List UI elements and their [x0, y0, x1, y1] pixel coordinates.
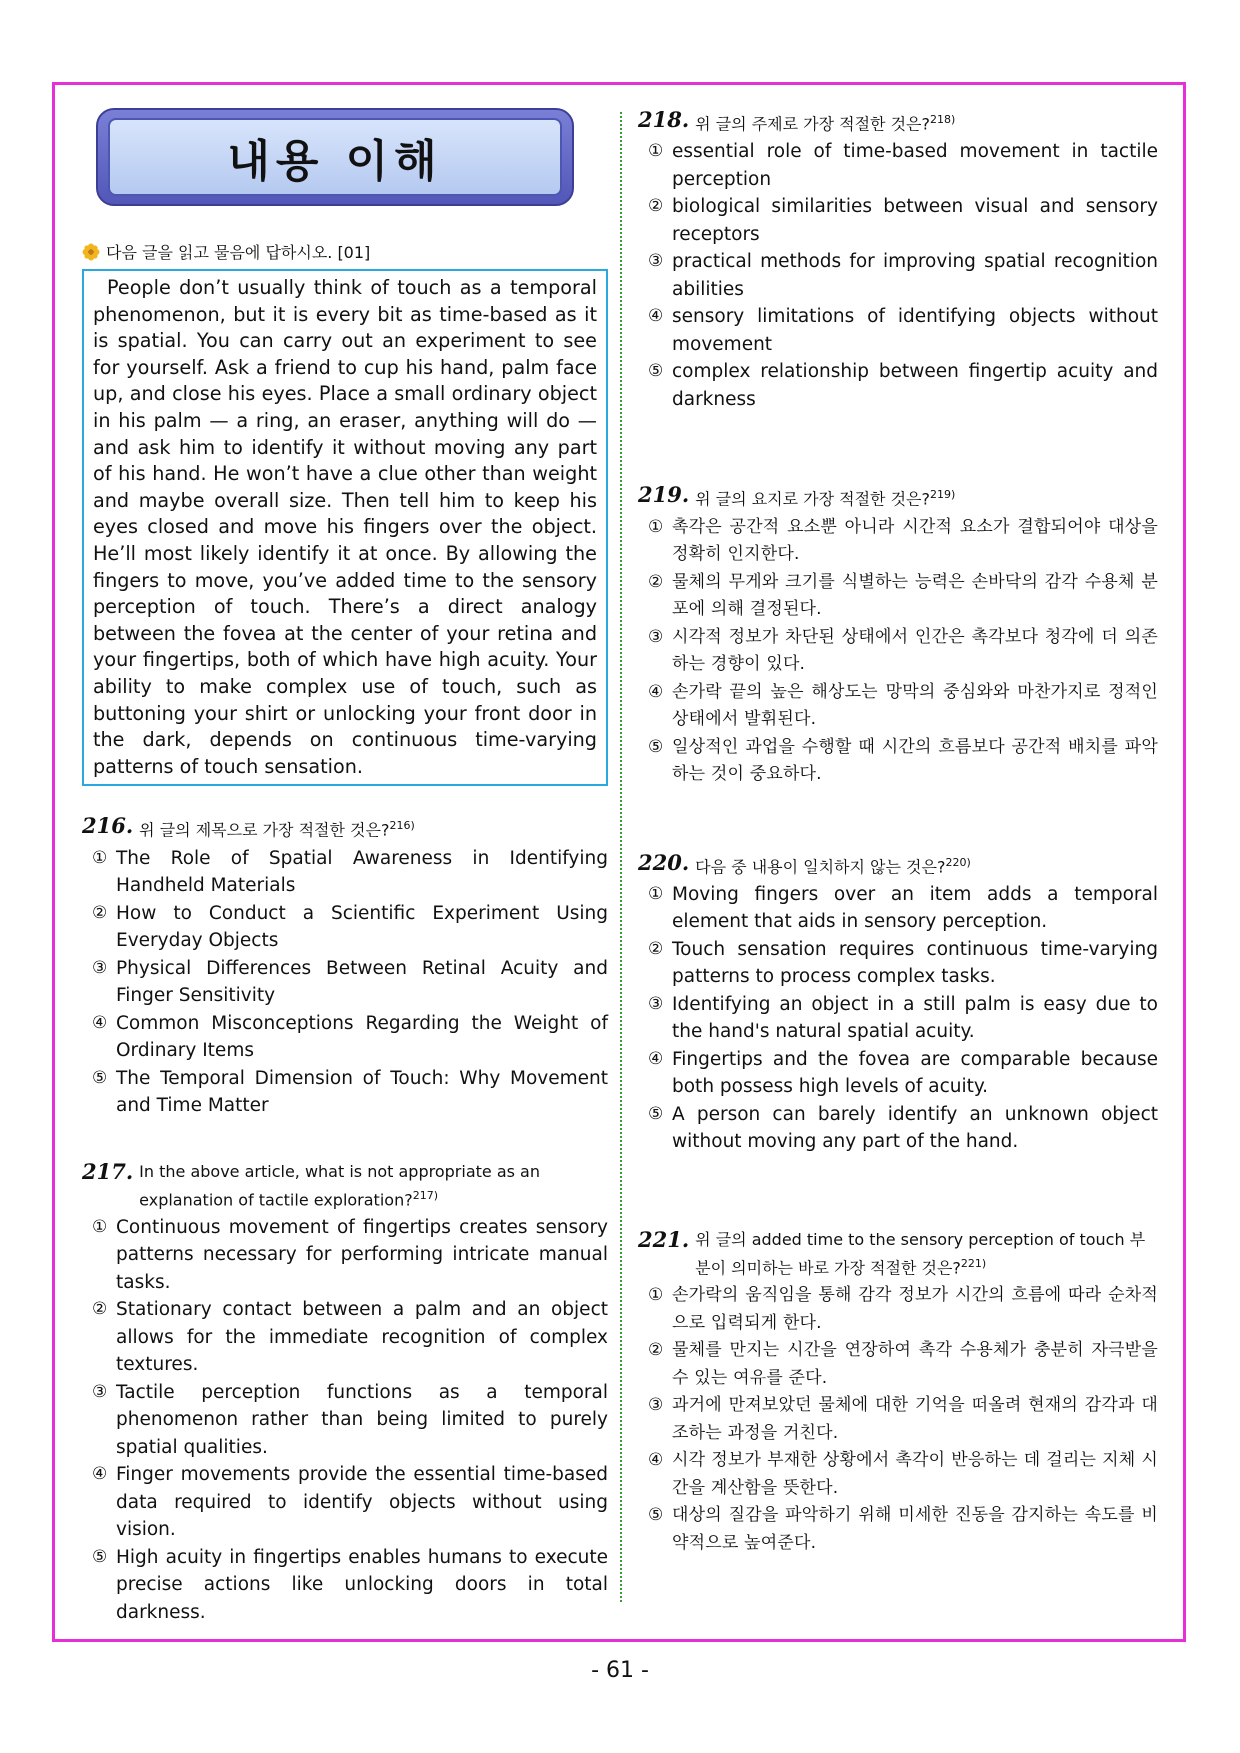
option-1[interactable]: ① Moving fingers over an item adds a temporal element that aids in sensory perception.: [648, 883, 1158, 933]
passage-text: People don’t usually think of touch as a temporal phenomenon, but it is every bit as time-based as it is spatial. You can carry out an experiment to see for yourself. Ask a friend to cup his hand, palm face up, and close his eyes. Place a small ordinary object in his palm — a ring, an eraser, anything will do — and ask him to identify it without moving any part of his hand. He won’t have a clue other than weight and maybe overall size. Then tell him to keep his eyes closed and move his fingers over the object. He’ll most likely identify it at once. By allowing the fingers to move, you’ve added time to the sensory perception of touch. There’s a direct analogy between the fovea at the center of your retina and your fingertips, both of which have high acuity. Your ability to make complex use of touch, such as buttoning your shirt or unlocking your front door in the dark, depends on continuous time-varying patterns of touch sensation.: [93, 276, 597, 778]
option-3[interactable]: ③ Physical Differences Between Retinal Acuity and Finger Sensitivity: [92, 957, 608, 1007]
option-list: [638, 138, 1158, 413]
question-218: [638, 108, 1158, 413]
footnote-ref: 216): [389, 819, 415, 833]
option-4[interactable]: ④ 손가락 끝의 높은 해상도는 망막의 중심와와 마찬가지로 정적인 상태에서 발휘된다.: [648, 681, 1158, 730]
right-column: [638, 108, 1158, 1557]
page-number: - 61 -: [591, 1658, 649, 1683]
question-220: [638, 851, 1158, 1156]
option-2[interactable]: ② How to Conduct a Scientific Experiment Using Everyday Objects: [92, 902, 608, 952]
question-number: 216.: [82, 813, 134, 839]
title-banner: [96, 108, 574, 206]
footnote-ref: 220): [945, 855, 971, 869]
title-banner-inner: [108, 118, 562, 196]
question-221: [638, 1228, 1158, 1557]
option-list: [82, 845, 608, 1120]
question-text: 위 글의 제목으로 가장 적절한 것은?$^{216)}$: [139, 819, 415, 840]
option-3[interactable]: ③ practical methods for improving spatial recognition abilities: [648, 251, 1158, 300]
reading-passage: [82, 269, 608, 786]
question-header: [638, 108, 1158, 136]
section-title: 내용 이해: [227, 136, 443, 187]
question-text: 위 글의 주제로 가장 적절한 것은?$^{218)}$: [695, 113, 956, 134]
question-header: [638, 483, 1158, 511]
question-text: In the above article, what is not appropriate as an explanation of tactile exploration?$^{217)}$: [139, 1161, 540, 1209]
option-5[interactable]: ⑤ A person can barely identify an unknown object without moving any part of the hand.: [648, 1103, 1158, 1153]
option-4[interactable]: ④ Finger movements provide the essential time-based data required to identify objects without using vision.: [92, 1464, 608, 1541]
question-217: [82, 1160, 608, 1627]
option-3[interactable]: ③ Tactile perception functions as a temporal phenomenon rather than being limited to purely spatial qualities.: [92, 1381, 608, 1458]
question-header: [82, 814, 608, 842]
question-number: 218.: [638, 107, 690, 132]
option-3[interactable]: ③ Identifying an object in a still palm is easy due to the hand's natural spatial acuity.: [648, 993, 1158, 1043]
option-2[interactable]: ② Touch sensation requires continuous time-varying patterns to process complex tasks.: [648, 938, 1158, 988]
option-4[interactable]: ④ Fingertips and the fovea are comparable because both possess high levels of acuity.: [648, 1048, 1158, 1098]
option-1[interactable]: ① The Role of Spatial Awareness in Identifying Handheld Materials: [92, 847, 608, 897]
option-5[interactable]: ⑤ 대상의 질감을 파악하기 위해 미세한 진동을 감지하는 속도를 비약적으로 높여준다.: [648, 1505, 1158, 1553]
footnote-ref: 221): [960, 1256, 987, 1270]
option-5[interactable]: ⑤ The Temporal Dimension of Touch: Why Movement and Time Matter: [92, 1067, 608, 1117]
option-list: [82, 1214, 608, 1627]
instruction-line: [82, 240, 608, 263]
option-1[interactable]: ① 손가락의 움직임을 통해 감각 정보가 시간의 흐름에 따라 순차적으로 입력되게 한다.: [648, 1285, 1158, 1333]
footnote-ref: 218): [930, 113, 956, 126]
left-column: [82, 108, 608, 1626]
column-divider: [620, 112, 622, 1602]
option-5[interactable]: ⑤ High acuity in fingertips enables humans to execute precise actions like unlocking doors in total darkness.: [92, 1546, 608, 1623]
flower-icon: [82, 243, 100, 261]
footnote-ref: 219): [930, 488, 956, 502]
option-1[interactable]: ① Continuous movement of fingertips creates sensory patterns necessary for performing intricate manual tasks.: [92, 1216, 608, 1293]
question-number: 221.: [638, 1226, 690, 1252]
option-2[interactable]: ② 물체를 만지는 시간을 연장하여 촉각 수용체가 충분히 자극받을 수 있는 여유를 준다.: [648, 1340, 1158, 1388]
option-3[interactable]: ③ 과거에 만져보았던 물체에 대한 기억을 떠올려 현재의 감각과 대조하는 과정을 거친다.: [648, 1395, 1158, 1443]
option-1[interactable]: ① essential role of time-based movement in tactile perception: [648, 141, 1158, 190]
question-text: 위 글의 added time to the sensory perception of touch 부분이 의미하는 바로 가장 적절한 것은?$^{221)}$: [695, 1229, 1146, 1278]
question-header: [638, 1228, 1158, 1280]
option-4[interactable]: ④ sensory limitations of identifying objects without movement: [648, 306, 1158, 355]
question-216: [82, 814, 608, 1119]
question-number: 217.: [82, 1158, 134, 1184]
option-5[interactable]: ⑤ 일상적인 과업을 수행할 때 시간의 흐름보다 공간적 배치를 파악하는 것이 중요하다.: [648, 736, 1158, 785]
option-list: [638, 514, 1158, 789]
option-2[interactable]: ② Stationary contact between a palm and an object allows for the immediate recognition of complex textures.: [92, 1299, 608, 1376]
option-5[interactable]: ⑤ complex relationship between fingertip acuity and darkness: [648, 361, 1158, 410]
option-1[interactable]: ① 촉각은 공간적 요소뿐 아니라 시간적 요소가 결합되어야 대상을 정확히 인지한다.: [648, 516, 1158, 565]
option-list: [638, 1282, 1158, 1557]
question-number: 220.: [638, 849, 690, 875]
question-header: [638, 851, 1158, 879]
question-text: 다음 중 내용이 일치하지 않는 것은?$^{220)}$: [695, 855, 971, 876]
option-3[interactable]: ③ 시각적 정보가 차단된 상태에서 인간은 촉각보다 청각에 더 의존하는 경향이 있다.: [648, 626, 1158, 675]
question-text: 위 글의 요지로 가장 적절한 것은?$^{219)}$: [695, 488, 956, 509]
question-219: [638, 483, 1158, 788]
question-number: 219.: [638, 482, 690, 508]
footnote-ref: 217): [412, 1188, 438, 1202]
option-4[interactable]: ④ 시각 정보가 부재한 상황에서 촉각이 반응하는 데 걸리는 지체 시간을 계산함을 뜻한다.: [648, 1450, 1158, 1498]
option-4[interactable]: ④ Common Misconceptions Regarding the Weight of Ordinary Items: [92, 1012, 608, 1062]
option-list: [638, 881, 1158, 1156]
option-2[interactable]: ② biological similarities between visual and sensory receptors: [648, 196, 1158, 245]
question-header: [82, 1160, 608, 1212]
option-2[interactable]: ② 물체의 무게와 크기를 식별하는 능력은 손바닥의 감각 수용체 분포에 의해 결정된다.: [648, 571, 1158, 620]
instruction-text: 다음 글을 읽고 물음에 답하시오. [01]: [106, 243, 371, 262]
